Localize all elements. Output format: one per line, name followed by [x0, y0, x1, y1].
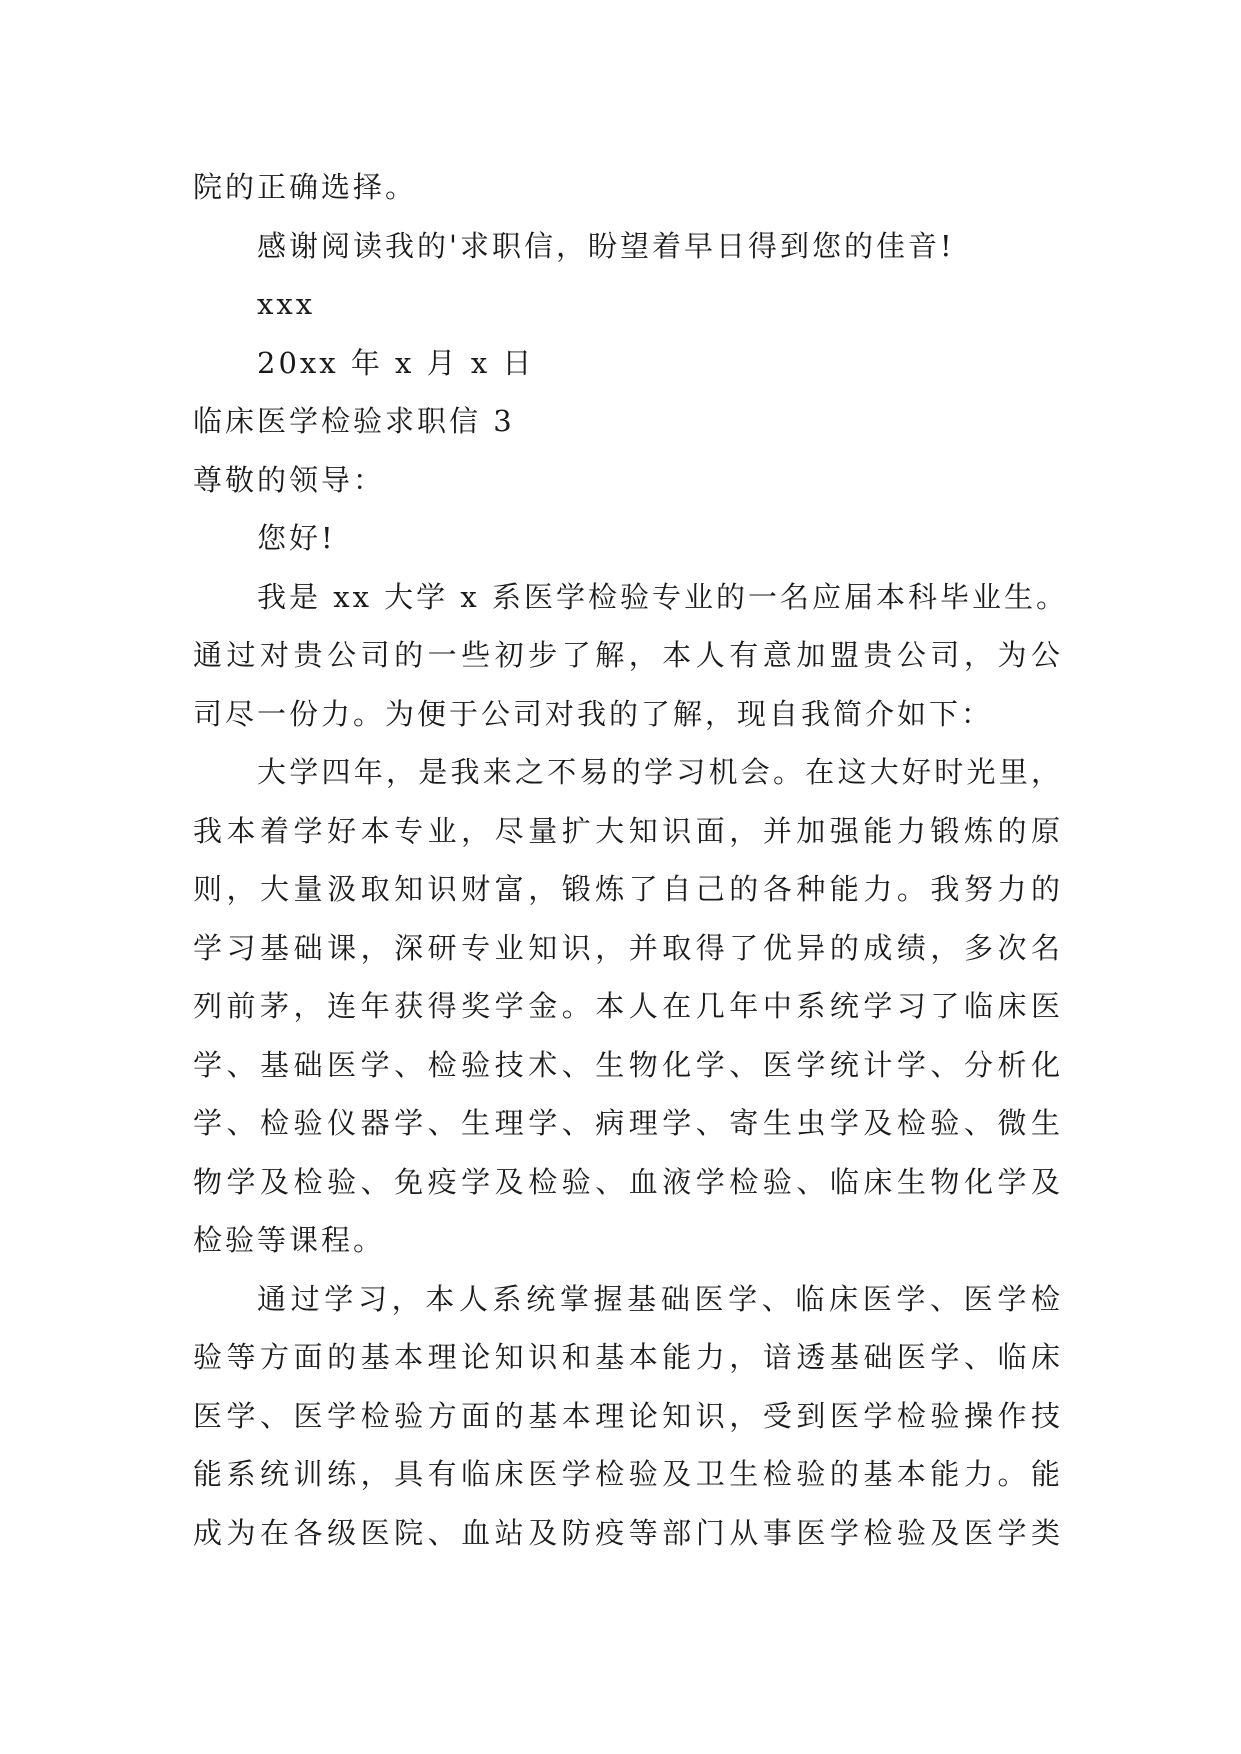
text-line: 学、基础医学、检验技术、生物化学、医学统计学、分析化: [193, 1047, 1063, 1082]
text-line: 大学四年，是我来之不易的学习机会。在这大好时光里，: [257, 755, 1063, 789]
text-line: 尊敬的领导：: [193, 462, 386, 497]
text-line: 学、检验仪器学、生理学、病理学、寄生虫学及检验、微生: [193, 1106, 1063, 1140]
text-line: 验等方面的基本理论知识和基本能力，谙透基础医学、临床: [193, 1340, 1063, 1374]
text-line: 检验等课程。: [193, 1223, 386, 1257]
text-line: 感谢阅读我的'求职信，盼望着早日得到您的佳音!: [257, 228, 955, 263]
text-line: 院的正确选择。: [193, 170, 418, 204]
text-line: 20xx 年 x 月 x 日: [257, 345, 535, 380]
text-line: 列前茅，连年获得奖学金。本人在几年中系统学习了临床医: [193, 989, 1063, 1023]
text-line: 您好!: [257, 521, 336, 555]
text-line: 能系统训练，具有临床医学检验及卫生检验的基本能力。能: [193, 1457, 1063, 1491]
text-line: 通过对贵公司的一些初步了解，本人有意加盟贵公司，为公: [193, 638, 1063, 672]
document-body: [193, 158, 1068, 1562]
text-line: 医学、医学检验方面的基本理论知识，受到医学检验操作技: [193, 1398, 1063, 1433]
text-line: 我是 xx 大学 x 系医学检验专业的一名应届本科毕业生。: [257, 579, 1068, 614]
text-line: xxx: [257, 287, 316, 321]
text-line: 物学及检验、免疫学及检验、血液学检验、临床生物化学及: [193, 1164, 1063, 1199]
text-line: 我本着学好本专业，尽量扩大知识面，并加强能力锻炼的原: [193, 813, 1063, 848]
text-line: 成为在各级医院、血站及防疫等部门从事医学检验及医学类: [193, 1515, 1063, 1550]
text-line: 通过学习，本人系统掌握基础医学、临床医学、医学检: [257, 1281, 1063, 1316]
text-line: 则，大量汲取知识财富，锻炼了自己的各种能力。我努力的: [193, 872, 1063, 906]
text-line: 司尽一份力。为便于公司对我的了解，现自我简介如下：: [193, 696, 994, 731]
text-line: 临床医学检验求职信 3: [193, 404, 515, 438]
text-line: 学习基础课，深研专业知识，并取得了优异的成绩，多次名: [193, 930, 1063, 965]
